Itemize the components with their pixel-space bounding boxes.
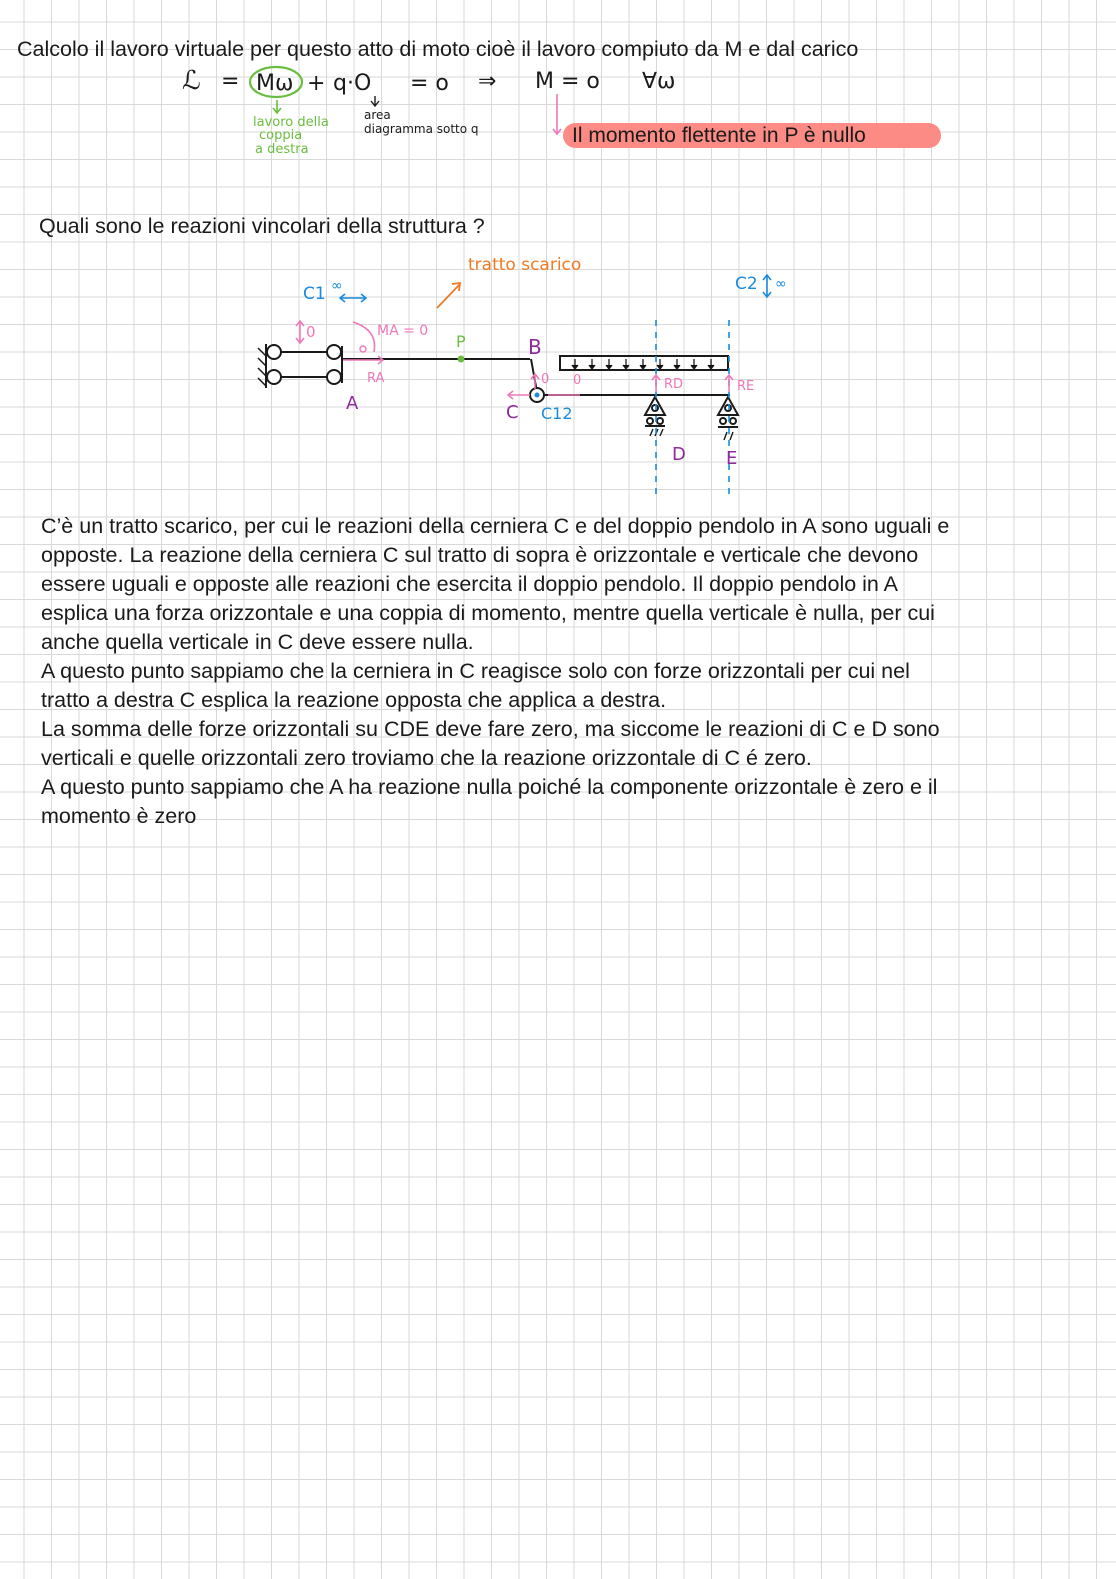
explanation-line-3: essere uguali e opposte alle reazioni che esercita il doppio pendolo. Il doppio pendolo in A xyxy=(41,572,899,596)
label-RE: RE xyxy=(737,379,755,394)
pink-dot-A xyxy=(360,346,366,352)
explanation-line-9: verticali e quelle orizzontali zero troviamo che la reazione orizzontale di C é zero. xyxy=(41,746,812,770)
support-D xyxy=(645,397,665,436)
label-RA: RA xyxy=(367,371,385,386)
green-note-line-1: lavoro della xyxy=(253,115,329,130)
equation-equals-2: = o xyxy=(410,71,449,96)
equation-term2: q·O xyxy=(333,71,372,96)
label-C: C xyxy=(506,402,519,423)
label-zero-A: 0 xyxy=(306,323,316,341)
label-zero-C-2: 0 xyxy=(573,373,582,388)
double-pendulum-A xyxy=(258,344,342,388)
label-C2-infinity: ∞ xyxy=(775,276,787,292)
label-B: B xyxy=(528,335,542,359)
C1-double-arrow xyxy=(340,294,366,302)
question: Quali sono le reazioni vincolari della struttura ? xyxy=(39,214,485,238)
explanation-line-8: La somma delle forze orizzontali su CDE deve fare zero, ma siccome le reazioni di C e D sono xyxy=(41,717,940,741)
label-RD: RD xyxy=(664,377,684,392)
equation-L: ℒ xyxy=(182,66,201,96)
pink-arrow-RD xyxy=(652,375,660,392)
explanation-line-2: opposte. La reazione della cerniera C sul tratto di sopra è orizzontale e verticale che devono xyxy=(41,543,919,567)
pink-vertical-arrow-A xyxy=(296,321,304,343)
explanation-line-7: tratto a destra C esplica la reazione opposta che applica a destra. xyxy=(41,688,667,712)
black-note-line-2: diagramma sotto q xyxy=(364,122,479,136)
label-A: A xyxy=(346,393,359,414)
pink-arrow-RE xyxy=(725,375,733,392)
intro-line: Calcolo il lavoro virtuale per questo atto di moto cioè il lavoro compiuto da M e dal carico xyxy=(17,37,859,61)
pink-horizontal-arrow-A xyxy=(343,356,383,364)
label-zero-C-1: 0 xyxy=(541,372,550,387)
label-C12: C12 xyxy=(541,404,573,423)
explanation-line-1: C’è un tratto scarico, per cui le reazioni della cerniera C e del doppio pendolo in A sono uguali e xyxy=(41,514,950,538)
equation-implies: ⇒ xyxy=(478,69,497,94)
load-arrows xyxy=(572,359,714,369)
point-P xyxy=(458,356,465,363)
hinge-C-dot xyxy=(535,393,540,398)
label-E: E xyxy=(726,448,738,469)
explanation-line-5: anche quella verticale in C deve essere nulla. xyxy=(41,630,474,654)
equation-forall: ∀ω xyxy=(642,69,676,94)
label-C1-infinity: ∞ xyxy=(331,278,343,294)
pink-arrow-C-vertical xyxy=(531,374,539,389)
green-note-line-2: coppia xyxy=(259,128,303,143)
equation-result: M = o xyxy=(535,69,600,94)
equation-plus: + xyxy=(307,71,326,96)
explanation-line-6: A questo punto sappiamo che la cerniera in C reagisce solo con forze orizzontali per cui nel xyxy=(41,659,910,683)
explanation-line-11: momento è zero xyxy=(41,804,197,828)
C2-double-arrow xyxy=(763,275,771,297)
explanation-line-10: A questo punto sappiamo che A ha reazione nulla poiché la componente orizzontale è zero e il xyxy=(41,775,938,799)
label-C2: C2 xyxy=(735,274,758,294)
explanation-line-4: esplica una forza orizzontale e una coppia di momento, mentre quella verticale è nulla, per cui xyxy=(41,601,935,625)
label-tratto-scarico: tratto scarico xyxy=(468,255,582,275)
equation-equals-1: = xyxy=(221,69,240,94)
label-P: P xyxy=(456,332,466,351)
label-C1: C1 xyxy=(303,284,326,304)
green-note-line-3: a destra xyxy=(255,142,309,157)
equation-term1: Mω xyxy=(256,71,294,96)
moment-arc-A xyxy=(353,322,375,352)
label-MA: MA = 0 xyxy=(377,323,429,339)
orange-arrow xyxy=(437,283,460,308)
support-E xyxy=(718,397,738,440)
highlight-note: Il momento flettente in P è nullo xyxy=(563,123,941,148)
black-note-line-1: area xyxy=(364,108,391,122)
label-D: D xyxy=(672,444,686,465)
